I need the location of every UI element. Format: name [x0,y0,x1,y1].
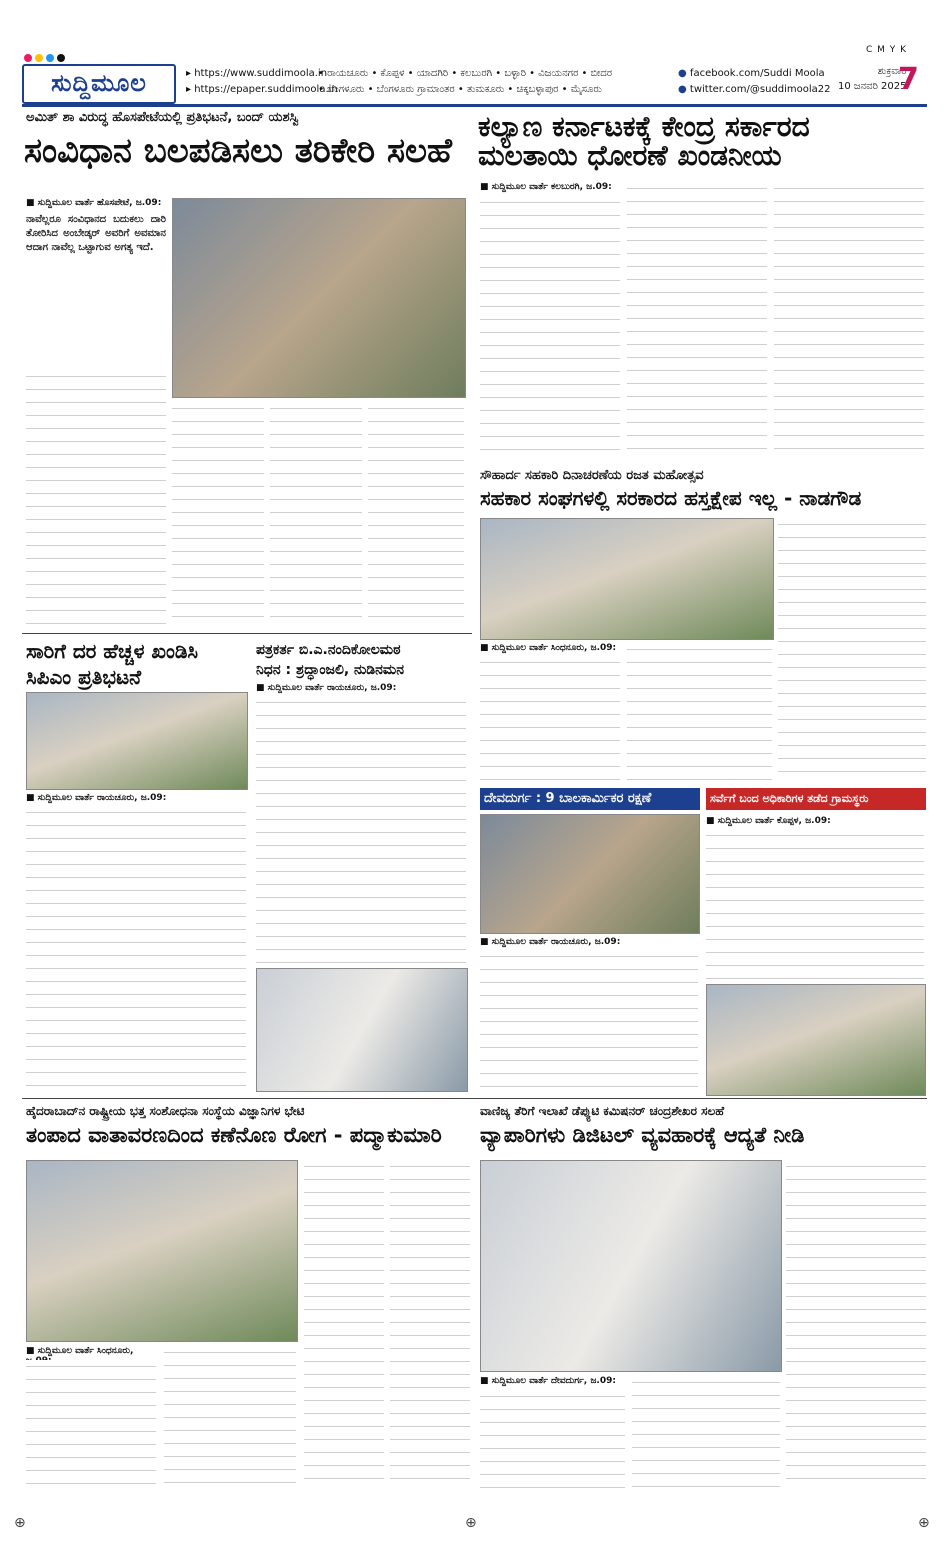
section-divider-2 [22,1098,927,1099]
crop-mark-right: ⊕ [918,1515,930,1531]
story3-text-col2 [627,643,772,780]
story9-text-col2 [632,1376,780,1490]
story3-text-col1 [480,656,620,780]
story1-text [26,370,166,625]
story2-headline: ಕಲ್ಯಾಣ ಕರ್ನಾಟಕಕ್ಕೆ ಕೇಂದ್ರ ಸರ್ಕಾರದ ಮಲತಾಯಿ ಧೋರಣೆ ಖಂಡನೀಯ [478,110,810,173]
story9-text-col1 [480,1390,625,1490]
story3-text-col3 [778,518,926,780]
story6-text [480,950,698,1090]
story2-text-col3 [774,182,924,458]
story6-photo [480,814,700,934]
facebook-link[interactable]: facebook.com/Suddi Moola [689,68,825,79]
issue-date: ಶುಕ್ರವಾರ 10 ಜನವರಿ 2025 [838,66,907,92]
twitter-icon: ● [678,84,687,95]
story7-headline: ಸರ್ವೆಗೆ ಬಂದ ಅಧಿಕಾರಿಗಳ ತಡೆದ ಗ್ರಾಮಸ್ಥರು [706,788,926,810]
story7-text [706,829,924,979]
story9-kicker: ವಾಣಿಜ್ಯ ತೆರಿಗೆ ಇಲಾಖೆ ಡೆಪ್ಯುಟಿ ಕಮಿಷನರ್ ಚಂದ್ರಶೇಖರ ಸಲಹೆ [480,1104,725,1118]
story8-byline: ■ ಸುದ್ದಿಮೂಲ ವಾರ್ತೆ ಸಿಂಧನೂರು, [26,1346,134,1356]
story3-kicker: ಸೌಹಾರ್ದ ಸಹಕಾರಿ ದಿನಾಚರಣೆಯ ರಜತ ಮಹೋತ್ಸವ [480,468,704,483]
story1-headline: ಸಂವಿಧಾನ ಬಲಪಡಿಸಲು ತರಿಕೇರಿ ಸಲಹೆ [24,131,452,171]
story4-photo [26,692,248,790]
story4-text [26,806,246,1092]
story1-text-col2 [172,402,264,627]
story8-text-col1a [26,1360,156,1490]
story6-headline: ದೇವದುರ್ಗ : 9 ಬಾಲಕಾರ್ಮಿಕರ ರಕ್ಷಣೆ [480,788,700,810]
story8-text-col1b [164,1346,296,1490]
story7-photo [706,984,926,1096]
district-list: • ರಾಯಚೂರು • ಕೊಪ್ಪಳ • ಯಾದಗಿರಿ • ಕಲಬುರಗಿ • ಬಳ್ಳಾರಿ • ವಿಜಯನಗರ • ಬೀದರ • ಬೆಂಗಳೂರು • ಬೆಂಗಳೂರು ಗ್ರಾಮಾಂತರ • ತುಮಕೂರು • ಚಿಕ್ಕಬಳ್ಳಾಪುರ • ಮೈಸೂರು [318,68,612,95]
story6-byline: ■ ಸುದ್ದಿಮೂಲ ವಾರ್ತೆ ರಾಯಚೂರು, ಜ.09: [480,937,621,947]
story1-kicker: ಅಮಿತ್ ಶಾ ವಿರುದ್ಧ ಹೊಸಪೇಟೆಯಲ್ಲಿ ಪ್ರತಿಭಟನೆ, ಬಂದ್ ಯಶಸ್ವಿ [26,110,299,125]
story9-headline: ವ್ಯಾಪಾರಿಗಳು ಡಿಜಿಟಲ್ ವ್ಯವಹಾರಕ್ಕೆ ಆದ್ಯತೆ ನೀಡಿ [480,1123,805,1147]
story8-kicker: ಹೈದರಾಬಾದ್‌ನ ರಾಷ್ಟ್ರೀಯ ಭತ್ತ ಸಂಶೋಧನಾ ಸಂಸ್ಥೆಯ ವಿಜ್ಞಾನಿಗಳ ಭೇಟಿ [26,1104,305,1118]
story3-photo [480,518,774,640]
story8-photo [26,1160,298,1342]
story4-byline: ■ ಸುದ್ದಿಮೂಲ ವಾರ್ತೆ ರಾಯಚೂರು, ಜ.09: [26,793,167,803]
story7-byline: ■ ಸುದ್ದಿಮೂಲ ವಾರ್ತೆ ಕೊಪ್ಪಳ, ಜ.09: [706,816,831,826]
story8-text-col2 [304,1160,384,1490]
section-divider [22,633,472,634]
story5-byline: ■ ಸುದ್ದಿಮೂಲ ವಾರ್ತೆ ರಾಯಚೂರು, ಜ.09: [256,683,397,693]
crop-mark-left: ⊕ [14,1515,26,1531]
story4-headline: ಸಾರಿಗೆ ದರ ಹೆಚ್ಚಳ ಖಂಡಿಸಿ ಸಿಪಿಎಂ ಪ್ರತಿಭಟನೆ [26,639,199,689]
story1-text-col4 [368,402,464,627]
story3-byline: ■ ಸುದ್ದಿಮೂಲ ವಾರ್ತೆ ಸಿಂಧನೂರು, ಜ.09: [480,643,617,653]
epaper-link[interactable]: https://epaper.suddimoola.in [194,84,338,95]
page-number: 7 [898,62,919,97]
story9-text-col3 [786,1160,926,1490]
crop-mark-center: ⊕ [465,1515,477,1531]
story1-text-col3 [270,402,362,627]
story5-photo [256,968,468,1092]
story1-lead: ನಾವೆಲ್ಲರೂ ಸಂವಿಧಾನದ ಬದುಕಲು ದಾರಿ ತೋರಿಸಿದ ಅಂಬೇಡ್ಕರ್ ಅವರಿಗೆ ಅವಮಾನ ಆದಾಗ ನಾವೆಲ್ಲ ಒಟ್ಟಾಗುವ ಅಗತ್ಯ ಇದೆ. [26,214,166,253]
story2-byline: ■ ಸುದ್ದಿಮೂಲ ವಾರ್ತೆ ಕಲಬುರಗಿ, ಜ.09: [480,182,612,192]
story2-text-col1 [480,196,620,458]
twitter-link[interactable]: twitter.com/@suddimoola22 [689,84,831,95]
story1-photo [172,198,466,398]
story1-byline: ■ ಸುದ್ದಿಮೂಲ ವಾರ್ತೆ ಹೊಸಪೇಟೆ, ಜ.09: [26,198,162,208]
website-links: ▸ https://www.suddimoola.in ▸ https://epaper.suddimoola.in [186,68,338,95]
social-links [678,66,831,98]
story9-byline: ■ ಸುದ್ದಿಮೂಲ ವಾರ್ತೆ ದೇವದುರ್ಗ, ಜ.09: [480,1376,616,1386]
story5-text [256,696,466,964]
story2-text-col2 [627,182,767,458]
story8-text-col3 [390,1160,470,1490]
facebook-icon: ● [678,68,687,79]
story9-photo [480,1160,782,1372]
story5-headline: ಪತ್ರಕರ್ತ ಬಿ.ಎ.ನಂದಿಕೋಲಮಠ ನಿಧನ : ಶ್ರದ್ಧಾಂಜಲಿ, ನುಡಿನಮನ [256,642,404,678]
newspaper-logo: ಸುದ್ದಿಮೂಲ [22,64,176,104]
masthead-rule [22,104,927,107]
story8-headline: ತಂಪಾದ ವಾತಾವರಣದಿಂದ ಕಣೆನೊಣ ರೋಗ - ಪದ್ಮಾಕುಮಾರಿ [26,1123,442,1147]
website-link[interactable]: https://www.suddimoola.in [194,68,328,79]
cmyk-mark: C M Y K [866,45,908,55]
story3-headline: ಸಹಕಾರ ಸಂಘಗಳಲ್ಲಿ ಸರಕಾರದ ಹಸ್ತಕ್ಷೇಪ ಇಲ್ಲ - ನಾಡಗೌಡ [480,486,862,510]
